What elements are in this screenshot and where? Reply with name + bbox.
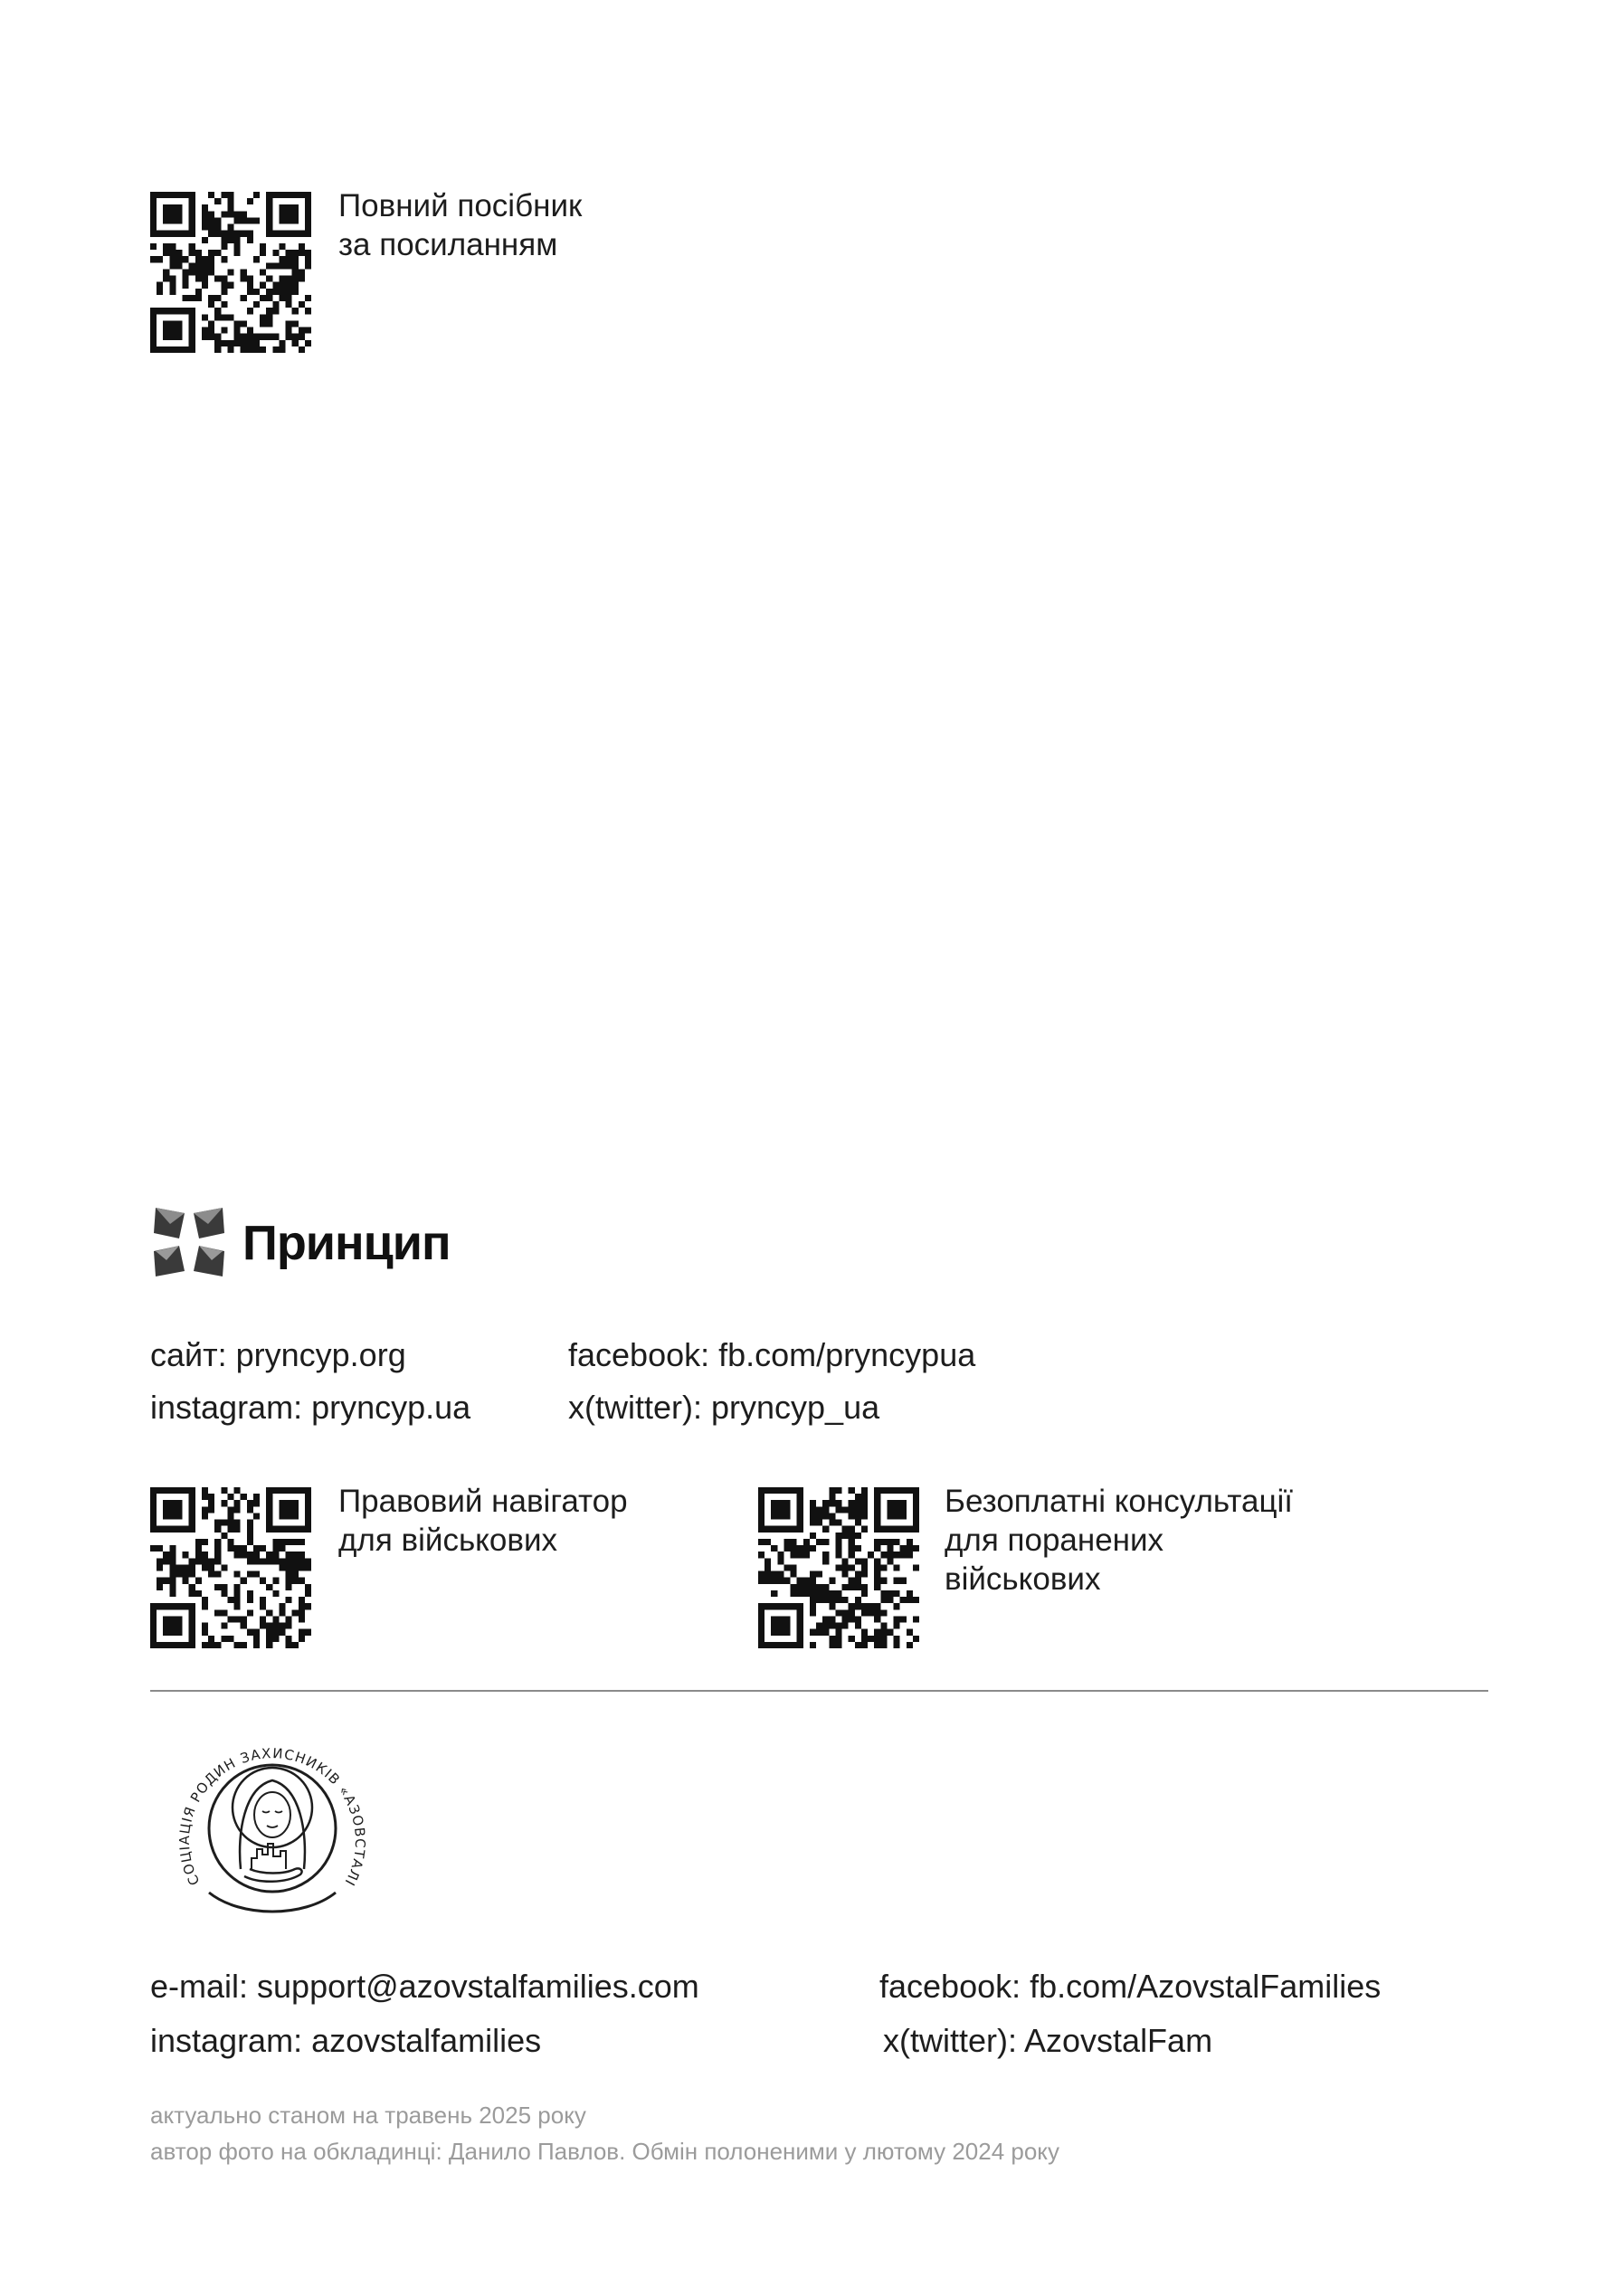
caption-line: Повний посібник	[338, 188, 583, 223]
association-twitter-link[interactable]: x(twitter): AzovstalFam	[883, 2022, 1213, 2059]
legal-navigator-caption	[338, 1482, 628, 1560]
brand-name: Принцип	[242, 1216, 451, 1270]
guide-qr-code[interactable]	[150, 192, 311, 353]
association-instagram-link[interactable]: instagram: azovstalfamilies	[150, 2022, 542, 2059]
qr-code-icon	[150, 1487, 311, 1648]
pryncyp-instagram-link[interactable]: instagram: pryncyp.ua	[150, 1389, 471, 1426]
azovstal-families-emblem-icon	[168, 1724, 376, 1932]
caption-line: для військових	[338, 1523, 557, 1558]
guide-qr-caption	[338, 186, 582, 264]
association-facebook-link[interactable]: facebook: fb.com/AzovstalFamilies	[879, 1968, 1382, 2005]
caption-line: для поранених	[945, 1523, 1164, 1558]
pryncyp-logo-icon	[154, 1206, 224, 1278]
caption-line: військових	[945, 1561, 1101, 1597]
legal-navigator-qr-code[interactable]	[150, 1487, 311, 1648]
qr-code-icon	[758, 1487, 919, 1648]
svg-text:АСОЦІАЦІЯ РОДИН ЗАХИСНИКІВ «АЗ: СОЦІАЦІЯ РОДИН ЗАХИСНИКІВ «АЗОВСТАЛІ	[176, 1745, 369, 1890]
caption-line: Правовий навігатор	[338, 1484, 628, 1519]
pryncyp-twitter-link[interactable]: x(twitter): pryncyp_ua	[568, 1389, 880, 1426]
association-email-link[interactable]: e-mail: support@azovstalfamilies.com	[150, 1968, 699, 2005]
free-consultations-caption	[945, 1482, 1293, 1599]
qr-code-icon	[150, 192, 311, 353]
caption-line: за посиланням	[338, 227, 558, 262]
free-consultations-qr-code[interactable]	[758, 1487, 919, 1648]
section-divider	[150, 1690, 1488, 1692]
pryncyp-facebook-link[interactable]: facebook: fb.com/pryncypua	[568, 1336, 976, 1373]
photo-credit-note: автор фото на обкладинці: Данило Павлов. Обмін полоненими у лютому 2024 року	[150, 2138, 1059, 2165]
pryncyp-site-link[interactable]: сайт: pryncyp.org	[150, 1336, 406, 1373]
caption-line: Безоплатні консультації	[945, 1484, 1294, 1519]
actuality-note: актуально станом на травень 2025 року	[150, 2102, 586, 2129]
